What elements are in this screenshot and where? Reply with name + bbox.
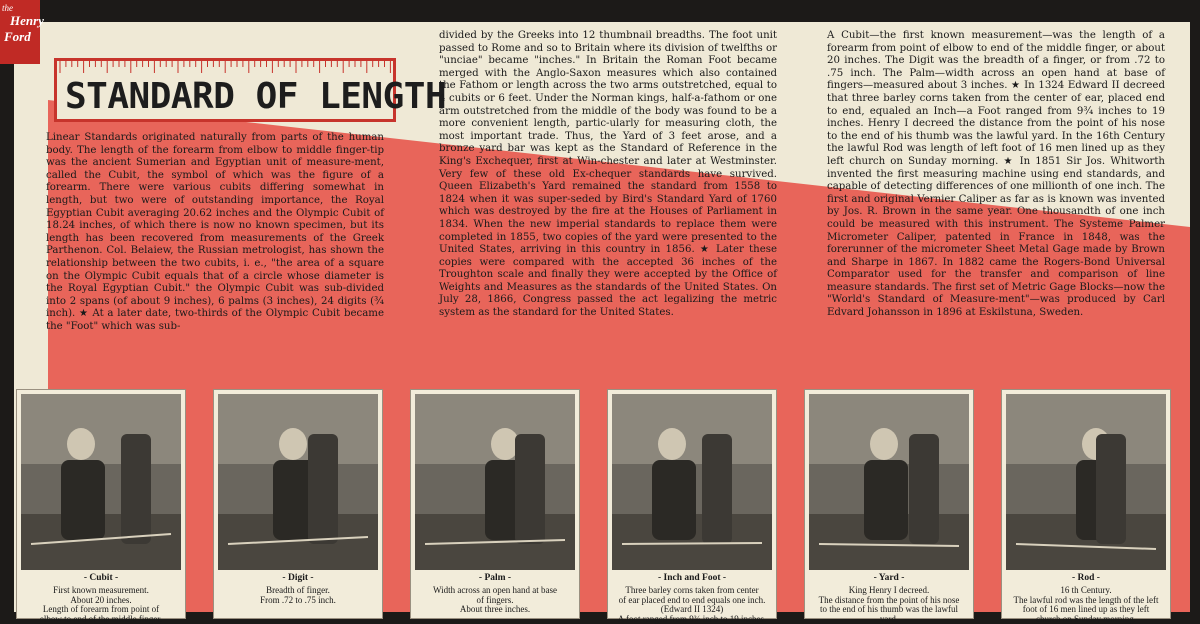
card-title: - Digit - — [282, 573, 314, 583]
logo-ford: Ford — [4, 29, 31, 44]
card-caption-line: First known measurement. — [53, 585, 149, 595]
card-caption-line: Three barley corns taken from center — [625, 585, 759, 595]
card-yard — [804, 389, 974, 624]
card-title: - Rod - — [1072, 573, 1100, 583]
card-caption-line: 16 th Century. — [1060, 585, 1112, 595]
card-caption-line: foot of 16 men lined up as they left — [1022, 604, 1150, 614]
card-title: - Yard - — [873, 573, 905, 583]
card-caption-line: of ear placed end to end equals one inch. — [618, 594, 766, 605]
card-rod — [1001, 389, 1171, 624]
card-caption-line: Length of forearm from point of — [42, 604, 160, 614]
card-caption-line: of fingers. — [476, 594, 514, 605]
text-column-1: Linear Standards originated naturally from parts of the human body. The length of the forearm from elbow to middle finger-tip was the ancient Sumerian and Egyptian unit of measure-ment, called the Cubit, the symbol of which was the figure of a forearm. There were various cubits differing somewhat in length, but two were of outstanding importance, the Royal Egyptian Cubit averaging 20.62 inches and the Olympic Cubit of 18.24 inches, of which there is now no known specimen, but its length has been recovered from measurements of the Greek Parthenon. Col. Belaiew, the Russian metrologist, has shown the relationship between the two cubits, i. e., "the area of a square on the Olympic Cubit equals that of a circle whose diameter is the Royal Egyptian Cubit." the Olympic Cubit was sub-divided into 2 spans (of about 9 inches), 6 palms (3 inches), 24 digits (¾ inch). ★ At a later date, two-thirds of the Olympic Cubit became the "Foot" which was sub- — [46, 132, 384, 332]
logo-henry: Henry — [10, 13, 44, 28]
card-yard-illustration — [809, 394, 969, 570]
card-caption-line: King Henry I decreed. — [848, 585, 930, 595]
card-caption-line: The lawful rod was the length of the left — [1013, 594, 1159, 605]
card-cubit-illustration — [21, 394, 181, 570]
card-caption-line: elbow to end of the middle finger. — [39, 613, 163, 624]
card-palm-illustration — [415, 394, 575, 570]
card-caption-line: to the end of his thumb was the lawful — [820, 604, 958, 614]
card-caption-line: A foot ranged from 9¾ inch to 19 inches. — [617, 613, 767, 624]
card-title: - Cubit - — [83, 573, 119, 583]
card-rod-illustration — [1006, 394, 1166, 570]
card-caption-line: About 20 inches. — [70, 594, 132, 605]
card-digit-illustration — [218, 394, 378, 570]
page-title: STANDARD OF LENGTH — [65, 76, 447, 117]
card-palm — [410, 389, 580, 619]
text-column-2: divided by the Greeks into 12 thumbnail breadths. The foot unit passed to Rome and so to Britain where its division of twelfths or "unciae" became "inches." In Britain the Roman Foot became merged with the Anglo-Saxon measures which also contained the Fathom or length across the two arms outstretched, equal to 4 cubits or 6 feet. Under the Norman kings, half-a-fathom or one arm outstretched from the middle of the body was found to be a more convenient length, partic-ularly for measuring cloth, the most important trade. Thus, the Yard of 3 feet arose, and a bronze yard bar was kept as the Standard of Reference in the King's Exchequer, first at Win-chester and later at Westminster. Very few of these old Ex-chequer standards have survived. Queen Elizabeth's Yard remained the standard from 1558 to 1824 when it was super-seded by Bird's Standard Yard of 1760 which was destroyed by the fire at the Houses of Parliament in 1834. When the new imperial standards to replace them were completed in 1855, two copies of the yard were presented to the United States, arriving in this country in 1856. ★ Later these copies were compared with the accepted 36 inches of the Troughton scale and finally they were accepted by the Office of Weights and Measures as the standards of the United States. On July 28, 1866, Congress passed the act legalizing the metric system as the standard for the United States. — [439, 30, 777, 319]
card-caption-line: The distance from the point of his nose — [818, 594, 960, 605]
card-caption-line: From .72 to .75 inch. — [260, 594, 336, 605]
card-inch-and-foot — [607, 389, 777, 624]
card-caption-line: About three inches. — [459, 604, 531, 614]
card-caption-line: Breadth of finger. — [266, 585, 330, 595]
text-column-3: A Cubit—the first known measurement—was the length of a forearm from point of elbow to end of the middle finger, or about 20 inches. The Digit was the breadth of a finger, or from .72 to .75 inch. The Palm—width across an open hand at base of fingers—measured about 3 inches. ★ In 1324 Edward II decreed that three barley corns taken from the center of ear, placed end to end, equaled an Inch—a Foot ranged from 9¾ inches to 19 inches. Henry I decreed the distance from the point of his nose to the end of his thumb was the lawful yard. In the 16th Century the lawful Rod was length of left foot of 16 men lined up as they left church on Sunday morning. ★ In 1851 Sir Jos. Whitworth invented the first measuring machine using end standards, and capable of detecting differences of one millionth of one inch. The first and original Vernier Caliper as far as is known was invented by Jos. R. Brown in the same year. One thousandth of one inch could be measured with this instrument. The Systeme Palmer Micrometer Caliper, patented in France in 1848, was the forerunner of the micrometer Sheet Metal Gage made by Brown and Sharpe in 1867. In 1882 came the Rogers-Bond Universal Comparator used for the transfer and comparison of line measure standards. The first set of Metric Gage Blocks—now the "World's Standard of Measure-ment"—was produced by Carl Edvard Johansson in 1896 at Eskilstuna, Sweden. — [827, 30, 1165, 319]
card-caption-line: Width across an open hand at base — [432, 585, 558, 595]
logo-the: the — [2, 3, 13, 13]
card-caption-line: church on Sunday morning. — [1036, 613, 1136, 624]
pamphlet-sheet — [14, 22, 1190, 624]
card-cubit — [16, 389, 186, 624]
title-ruler — [54, 58, 447, 122]
henry-ford-logo — [0, 0, 44, 64]
card-digit — [213, 389, 383, 619]
card-title: - Palm - — [478, 573, 512, 583]
card-inch-and-foot-illustration — [612, 394, 772, 570]
card-caption-line: yard. — [879, 613, 899, 624]
card-title: - Inch and Foot - — [657, 573, 727, 583]
card-caption-line: (Edward II 1324) — [660, 604, 724, 614]
